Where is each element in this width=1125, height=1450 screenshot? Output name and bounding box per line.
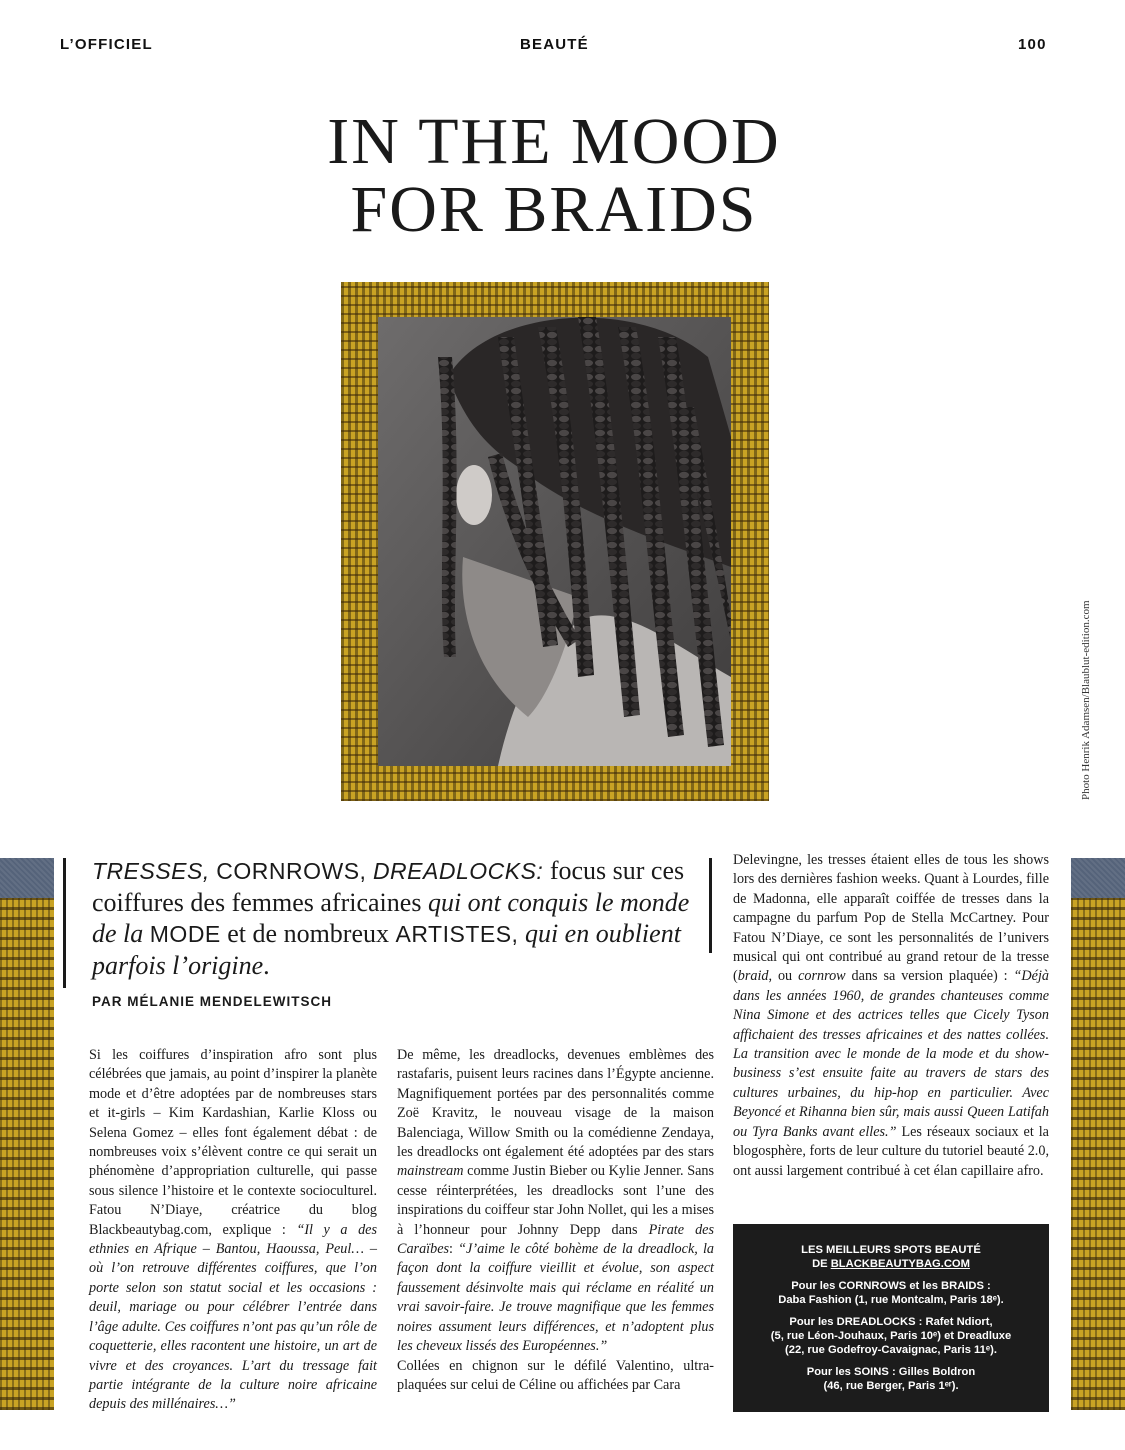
section-label: BEAUTÉ	[520, 36, 589, 53]
col2-paragraph-2: Collées en chignon sur le défilé Valentino, ultra-plaquées sur celui de Céline ou affichées par Cara	[397, 1357, 714, 1393]
page-number: 100	[1018, 36, 1047, 53]
lead-word-tresses: TRESSES,	[92, 858, 210, 884]
title-line-2: FOR BRAIDS	[350, 173, 758, 246]
braids-illustration	[378, 317, 731, 766]
col1-text: Si les coiffures d’inspiration afro sont plus célébrées que jamais, au point d’inspirer la planète mode et d’être adoptées par de nombreuses stars et it-girls – Kim Kardashian, Karlie Kloss ou Selena Gomez – elles font également débat : de nombreuses voix s’élèvent contre ce qui serait un phénomène d’appropriation culturelle, qui passe sous silence l’histoire et le contexte socioculturel. Fatou N’Diaye, créatrice du blog Blackbeautybag.com, explique :	[89, 1047, 377, 1238]
photo-credit: Photo Henrik Adamsen/Blaublut-edition.com	[1080, 600, 1092, 800]
col3-text-d: cornrow	[798, 968, 846, 985]
lead-word-cornrows: CORNROWS,	[216, 858, 367, 884]
box-line-3: Pour les DREADLOCKS : Rafet Ndiort,	[789, 1316, 993, 1328]
lead-word-artistes: ARTISTES,	[395, 921, 519, 947]
denim-band	[0, 858, 54, 898]
box-heading-2	[733, 1257, 1049, 1271]
right-wax-strip	[1071, 858, 1125, 1410]
byline: PAR MÉLANIE MENDELEWITSCH	[92, 994, 332, 1009]
column-2	[397, 1046, 714, 1395]
col1-paragraph	[89, 1046, 377, 1415]
col3-text-f: Les réseaux sociaux et la blogosphère, forts de leur culture du tutoriel beauté 2.0, ont aussi largement contribué à cet élan capillaire afro.	[733, 1123, 1049, 1179]
lead-text-2: qui ont conquis le monde de la	[92, 888, 690, 948]
col3-paragraph	[733, 851, 1049, 1181]
box-line-7: (46, rue Berger, Paris 1ᵉʳ).	[823, 1380, 959, 1392]
best-spots-box	[733, 1224, 1049, 1412]
box-line-4: (5, rue Léon-Jouhaux, Paris 10ᵉ) et Dreadluxe	[770, 1330, 1012, 1342]
article-title	[0, 105, 1108, 246]
col2-text-d: Pirate des Caraïbes	[397, 1221, 714, 1258]
col2-paragraph-1	[397, 1046, 714, 1357]
col2-text-b: mainstream	[397, 1163, 464, 1180]
lead-word-dreadlocks: DREADLOCKS:	[372, 858, 544, 884]
lead-paragraph	[92, 855, 692, 981]
denim-band	[1071, 858, 1125, 898]
magazine-brand: L’OFFICIEL	[60, 36, 153, 53]
lead-text-3: et de nombreux	[227, 919, 389, 948]
blackbeautybag-link[interactable]: BLACKBEAUTYBAG.COM	[830, 1258, 970, 1270]
lead-period: .	[263, 951, 270, 980]
title-line-1: IN THE MOOD	[327, 105, 781, 178]
column-3	[733, 851, 1049, 1181]
col2-text-e: :	[449, 1241, 453, 1258]
col3-text-b: braid	[737, 968, 769, 985]
col2-text-a: De même, les dreadlocks, devenues emblèmes des rastafaris, puisent leurs racines dans l’Égypte ancienne. Magnifiquement portées par des personnalités comme Zoë Kravitz, le nouveau visage de la maison Balenciaga, Willow Smith ou la comédienne Zendaya, les dreadlocks ont également été adoptées par des stars	[397, 1047, 714, 1161]
column-1	[89, 1046, 377, 1415]
box-line-2: Daba Fashion (1, rue Montcalm, Paris 18ᵉ).	[778, 1294, 1004, 1306]
column-rule	[709, 858, 712, 953]
box-line-6: Pour les SOINS : Gilles Boldron	[806, 1366, 976, 1378]
lead-word-mode: MODE	[149, 921, 221, 947]
col3-text-a: Delevingne, les tresses étaient elles de tous les shows lors des dernières fashion weeks. Quant à Lourdes, fille de Madonna, elle apparaît coiffée de tresses dans la campagne du parfum Pop de Stella McCartney. Pour Fatou N’Diaye, ce sont les personnalités de l’univers musical qui ont contribué au grand retour de la tresse (	[733, 852, 1049, 985]
col2-text-c: comme Justin Bieber ou Kylie Jenner. Sans cesse réinterprétées, les dreadlocks sont l’une des inspirations du coiffeur star John Nollet, qui les a mises à l’honneur pour Johnny Depp dans	[397, 1163, 715, 1238]
box-line-1: Pour les CORNROWS et les BRAIDS :	[791, 1280, 991, 1292]
box-heading-de: DE	[812, 1258, 828, 1270]
lead-text-4: qui en oublient parfois l’origine	[92, 919, 681, 980]
lead-text-1: focus sur ces coiffures des femmes africaines	[92, 856, 685, 917]
col3-text-e: dans sa version plaquée) :	[851, 968, 1008, 985]
box-heading-1: LES MEILLEURS SPOTS BEAUTÉ	[801, 1244, 981, 1256]
col3-text-c: , ou	[768, 968, 793, 985]
box-line-5: (22, rue Godefroy-Cavaignac, Paris 11ᵉ).	[785, 1344, 997, 1356]
col3-quote: “Déjà dans les années 1960, de grandes chanteuses comme Nina Simone et des actrices telles que Cicely Tyson affichaient des tresses africaines et des nattes collées. La transition avec le monde de la mode et du show-business s’est ensuite faite au travers de stars des cultures urbaines, du hip-hop en particulier. Avec Beyoncé et Rihanna bien sûr, mais aussi Queen Latifah ou Tyra Banks avant elles.”	[733, 968, 1049, 1140]
left-wax-strip	[0, 858, 54, 1410]
lead-rule	[63, 858, 66, 988]
col2-quote: “J’aime le côté bohème de la dreadlock, la façon dont la coiffure vieillit et évolue, son aspect faussement désinvolte mais qui réclame en réalité un vrai savoir-faire. Je trouve magnifique que les femmes noires assument leurs différences, et n’adoptent plus les cheveux lissés des Européennes.”	[397, 1241, 714, 1355]
col1-quote: “Il y a des ethnies en Afrique – Bantou, Haoussa, Peul… – où l’on retrouve différentes coiffures, que l’on porte selon son statut social et les occasions : deuil, mariage ou pour célébrer l’entrée dans l’âge adulte. Ces coiffures n’ont pas qu’un rôle de coquetterie, elles racontent une histoire, un art de vivre et des croyances. L’art du tressage fait partie intégrante de la culture noire africaine depuis des millénaires…”	[89, 1221, 378, 1413]
braids-photo	[378, 317, 731, 766]
